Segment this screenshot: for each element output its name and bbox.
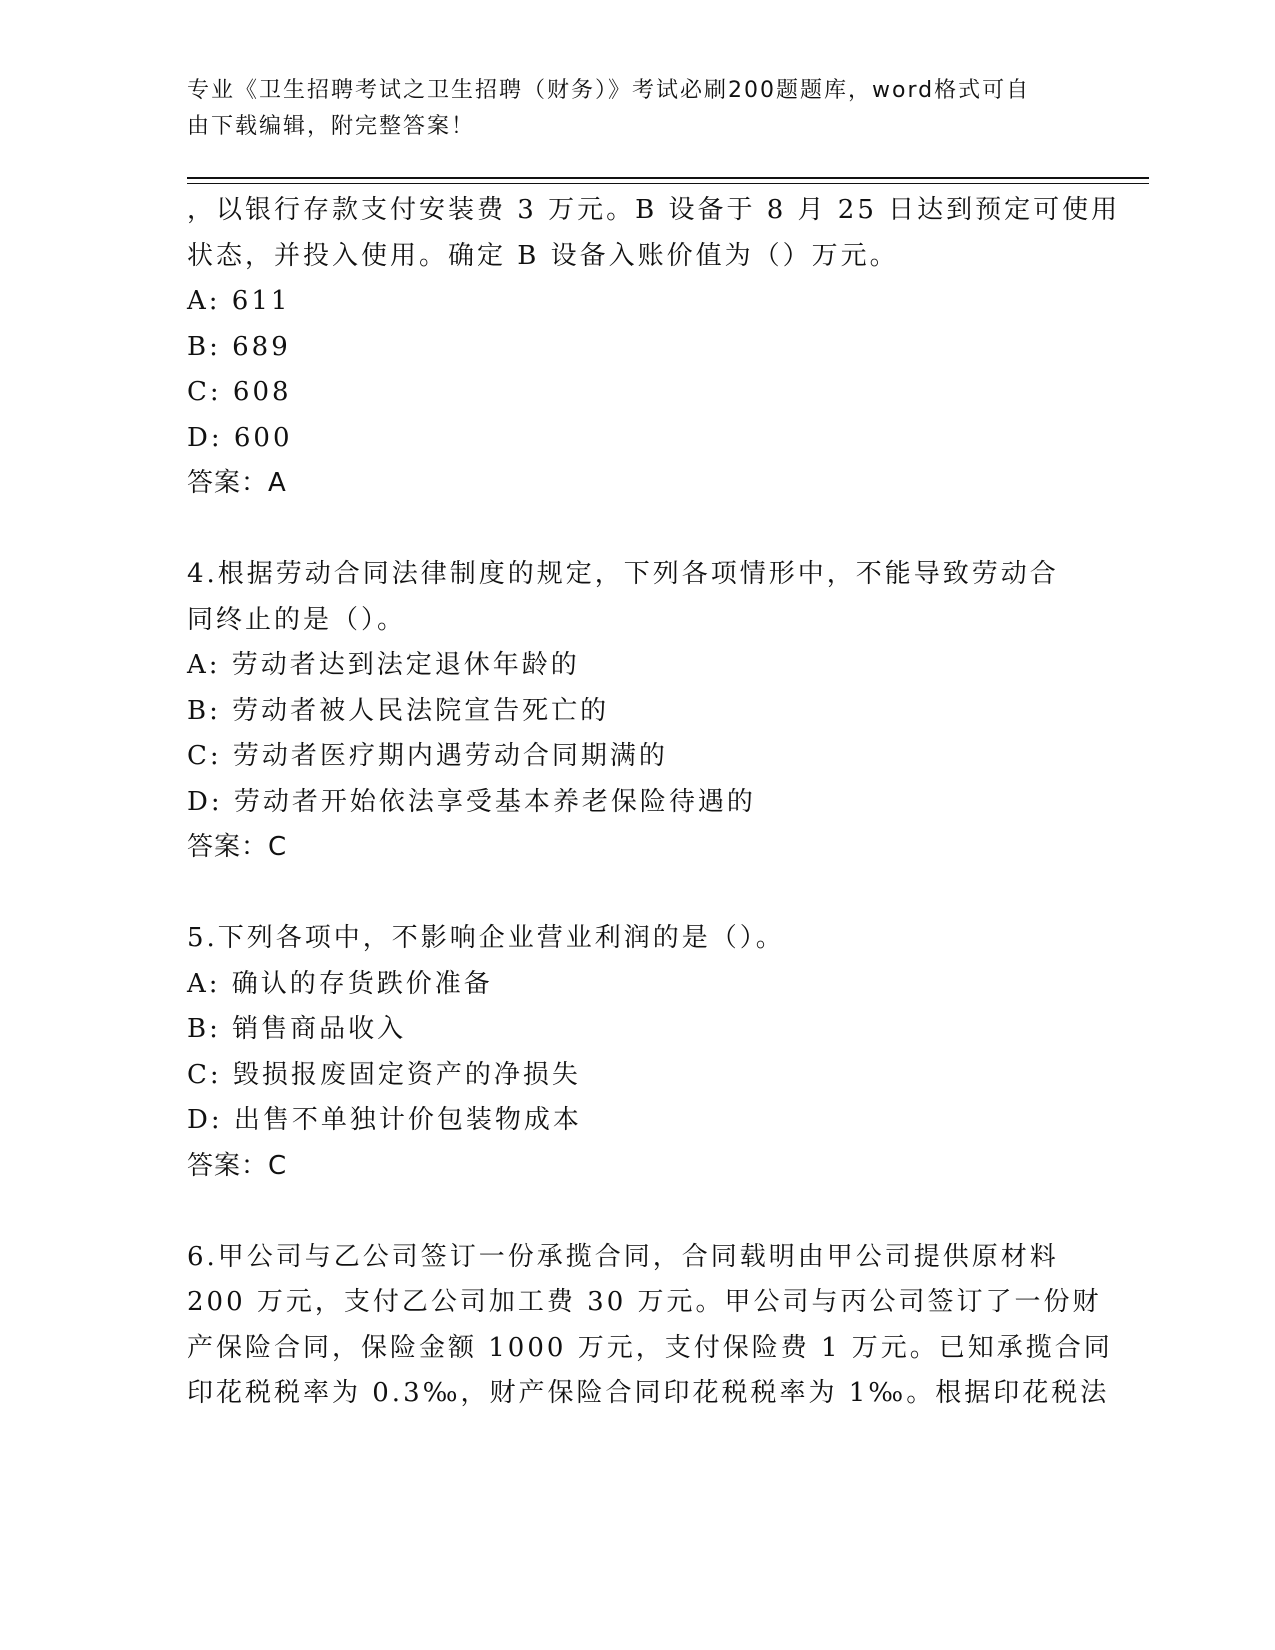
answer: 答案：A (187, 468, 287, 498)
question-text-line: 4.根据劳动合同法律制度的规定，下列各项情形中，不能导致劳动合 (187, 559, 1059, 589)
header-line-1: 专业《卫生招聘考试之卫生招聘（财务）》考试必刷200题题库，word格式可自 (187, 78, 1031, 103)
question-5 (187, 916, 1087, 1189)
option-a: A: 确认的存货跌价准备 (187, 968, 493, 999)
question-text-line: ，以银行存款支付安装费 3 万元。B 设备于 8 月 25 日达到预定可使用 (187, 195, 1121, 225)
question-text-line: 6.甲公司与乙公司签订一份承揽合同，合同载明由甲公司提供原材料 (187, 1241, 1059, 1272)
question-6 (187, 1235, 1113, 1417)
question-text-line: 状态，并投入使用。确定 B 设备入账价值为（）万元。 (187, 240, 899, 271)
document-header (187, 73, 1067, 145)
header-line-2: 由下载编辑，附完整答案！ (187, 114, 476, 139)
option-d: D: 出售不单独计价包装物成本 (187, 1105, 582, 1135)
header-rule-thick (187, 177, 1149, 179)
answer: 答案：C (187, 1150, 288, 1181)
question-text-line: 200 万元，支付乙公司加工费 30 万元。甲公司与丙公司签订了一份财 (187, 1287, 1102, 1317)
spacer (187, 871, 1087, 917)
option-b: B: 销售商品收入 (187, 1014, 407, 1044)
option-a: A: 劳动者达到法定退休年龄的 (187, 650, 580, 680)
option-c: C: 608 (187, 377, 292, 407)
option-d: D: 劳动者开始依法享受基本养老保险待遇的 (187, 786, 756, 817)
question-text-line: 同终止的是（）。 (187, 604, 407, 635)
question-text-line: 产保险合同，保险金额 1000 万元，支付保险费 1 万元。已知承揽合同 (187, 1332, 1113, 1363)
document-body (187, 188, 1121, 1417)
question-4 (187, 552, 1087, 871)
question-text-line: 5.下列各项中，不影响企业营业利润的是（）。 (187, 923, 785, 953)
header-rule-thin (187, 183, 1149, 184)
answer: 答案：C (187, 832, 288, 862)
option-a: A: 611 (187, 286, 291, 316)
option-b: B: 689 (187, 331, 291, 362)
option-c: C: 毁损报废固定资产的净损失 (187, 1059, 581, 1090)
spacer (187, 1189, 1087, 1235)
option-b: B: 劳动者被人民法院宣告死亡的 (187, 695, 610, 726)
spacer (187, 507, 1087, 553)
option-d: D: 600 (187, 422, 293, 453)
question-text-line: 印花税税率为 0.3‰，财产保险合同印花税税率为 1‰。根据印花税法 (187, 1378, 1110, 1408)
option-c: C: 劳动者医疗期内遇劳动合同期满的 (187, 741, 668, 771)
question-3 (187, 188, 1121, 507)
